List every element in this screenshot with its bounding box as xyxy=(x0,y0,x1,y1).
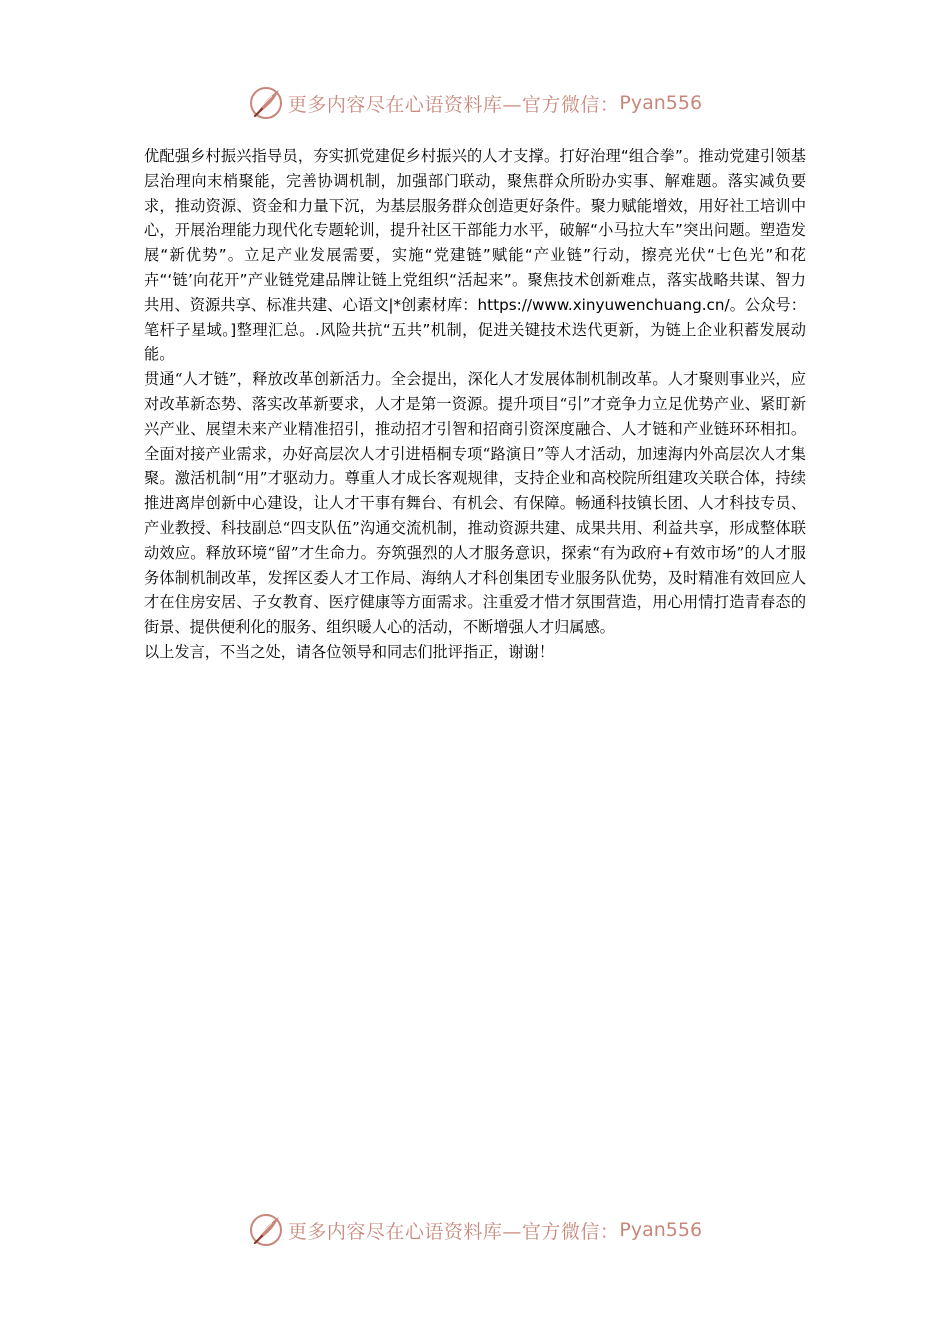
footer-banner xyxy=(0,1210,950,1250)
header-banner xyxy=(0,83,950,123)
paragraph-1: 优配强乡村振兴指导员，夯实抓党建促乡村振兴的人才支撑。打好治理“组合拳”。推动党建引领基层治理向末梢聚能，完善协调机制，加强部门联动，聚焦群众所盼办实事、解难题。落实减负要求，推动资源、资金和力量下沉，为基层服务群众创造更好条件。聚力赋能增效，用好社工培训中心，开展治理能力现代化专题轮训，提升社区干部能力水平，破解“小马拉大车”突出问题。塑造发展“新优势”。立足产业发展需要，实施“党建链”赋能“产业链”行动，擦亮光伏“七色光”和花卉“‘链’向花开”产业链党建品牌让链上党组织“活起来”。聚焦技术创新难点，落实战略共谋、智力共用、资源共享、标准共建、心语文|*创素材库：https://www.xinyuwenchuang.cn/。公众号：笔杆子星域。]整理汇总。.风险共抗“五共”机制，促进关键技术迭代更新，为链上企业积蓄发展动能。 xyxy=(144,147,806,364)
banner-wechat-id: Pyan556 xyxy=(619,1219,703,1241)
paragraph-3: 以上发言，不当之处，请各位领导和同志们批评指正，谢谢！ xyxy=(144,642,555,661)
banner-text: 更多内容尽在心语资料库—官方微信： xyxy=(287,1220,620,1243)
feather-quill-icon xyxy=(248,1212,284,1248)
banner-text: 更多内容尽在心语资料库—官方微信： xyxy=(287,93,620,116)
paragraph-2: 贯通“人才链”，释放改革创新活力。全会提出，深化人才发展体制机制改革。人才聚则事业兴，应对改革新态势、落实改革新要求，人才是第一资源。提升项目“引”才竞争力立足优势产业、紧盯新兴产业、展望未来产业精准招引，推动招才引智和招商引资深度融合、人才链和产业链环环相扣。全面对接产业需求，办好高层次人才引进梧桐专项“路演日”等人才活动，加速海内外高层次人才集聚。激活机制“用”才驱动力。尊重人才成长客观规律，支持企业和高校院所组建攻关联合体，持续推进离岸创新中心建设，让人才干事有舞台、有机会、有保障。畅通科技镇长团、人才科技专员、产业教授、科技副总“四支队伍”沟通交流机制，推动资源共建、成果共用、利益共享，形成整体联动效应。释放环境“留”才生命力。夯筑强烈的人才服务意识，探索“有为政府+有效市场”的人才服务体制机制改革，发挥区委人才工作局、海纳人才科创集团专业服务队优势，及时精准有效回应人才在住房安居、子女教育、医疗健康等方面需求。注重爱才惜才氛围营造，用心用情打造青春态的街景、提供便利化的服务、组织暖人心的活动，不断增强人才归属感。 xyxy=(144,370,806,637)
document-body xyxy=(144,144,806,665)
banner-wechat-id: Pyan556 xyxy=(619,92,703,114)
feather-quill-icon xyxy=(248,85,284,121)
